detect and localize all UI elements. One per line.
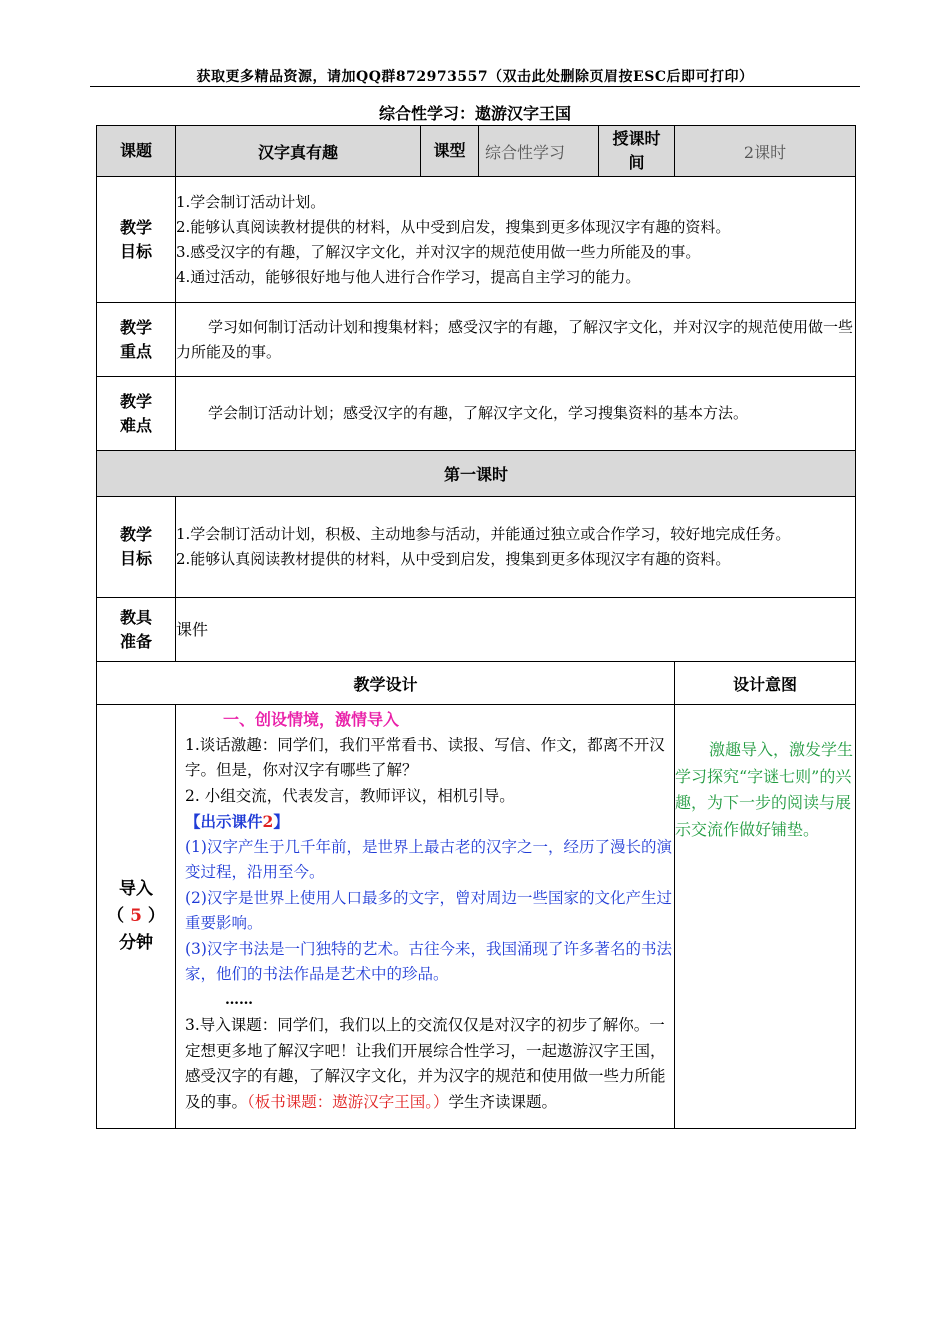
goals-label: 教学目标 [97,177,176,303]
goal-item: 4.通过活动，能够很好地与他人进行合作学习，提高自主学习的能力。 [176,267,641,286]
key-points-text: 学习如何制订活动计划和搜集材料；感受汉字的有趣，了解汉字文化，并对汉字的规范使用做一些力所能及的事。 [176,303,856,377]
type-value: 综合性学习 [479,126,599,177]
lesson-plan-table [96,125,856,1129]
section-heading: 一、创设情境，激情导入 [223,710,400,729]
difficulties-label: 教学难点 [97,377,176,451]
courseware-fact-1: (1)汉字产生于几千年前，是世界上最古老的汉字之一，经历了漫长的演变过程，沿用至今。 [185,837,672,881]
step-3 [185,1013,672,1115]
board-note: （板书课题：遨游汉字王国。） [247,1092,449,1111]
intro-section-content [176,705,675,1129]
lesson1-goals-content [176,497,856,598]
lesson1-goals-label: 教学目标 [97,497,176,598]
paren-open: （ [107,906,125,926]
goal-item: 1.学会制订活动计划。 [176,192,326,211]
courseware-fact-3: (3)汉字书法是一门独特的艺术。古往今来，我国涌现了许多著名的书法家，他们的书法作品是艺术中的珍品。 [185,939,672,983]
goal-item: 3.感受汉字的有趣，了解汉字文化，并对汉字的规范使用做一些力所能及的事。 [176,242,701,261]
ellipsis: …… [225,991,253,1008]
courseware-open: 【出示课件 [185,812,263,831]
topic-value: 汉字真有趣 [176,126,421,177]
intent-header: 设计意图 [675,662,856,705]
goals-row [97,177,856,303]
goal-item: 2.能够认真阅读教材提供的材料，从中受到启发，搜集到更多体现汉字有趣的资料。 [176,550,731,568]
design-header-row [97,662,856,705]
header-divider [90,86,860,87]
time-label: 授课时间 [599,126,675,177]
intro-section-label [97,705,176,1129]
courseware-tag [185,809,672,835]
info-row [97,126,856,177]
minutes-value: 5 [130,906,142,926]
goal-item: 1.学会制订活动计划，积极、主动地参与活动，并能通过独立或合作学习，较好地完成任务。 [176,525,791,543]
courseware-close: 】 [273,812,289,831]
section-label-top: 导入 [119,879,153,899]
intro-section-row [97,705,856,1129]
step-3-text: 3.导入课题：同学们，我们以上的交流仅仅是对汉字的初步了解你。一定想更多地了解汉字吧！让我们开展综合性学习，一起遨游汉字王国，感受汉字的有趣，了解汉字文化，并为汉字的规范和使用做一些力所能及的事。 [185,1016,666,1111]
difficulties-text: 学会制订活动计划；感受汉字的有趣，了解汉字文化，学习搜集资料的基本方法。 [176,377,856,451]
key-points-row [97,303,856,377]
courseware-number: 2 [262,812,274,831]
key-points-label: 教学重点 [97,303,176,377]
intro-design-intent: 激趣导入，激发学生学习探究“字谜七则”的兴趣，为下一步的阅读与展示交流作做好铺垫。 [675,705,856,1129]
section-label-bottom: 分钟 [119,933,153,953]
design-header: 教学设计 [97,662,675,705]
courseware-fact-2: (2)汉字是世界上使用人口最多的文字，曾对周边一些国家的文化产生过重要影响。 [185,888,672,932]
paren-close: ） [147,906,165,926]
section-label-minutes [97,903,175,930]
topic-label: 课题 [97,126,176,177]
lesson1-title: 第一课时 [97,451,856,497]
time-value: 2课时 [675,126,856,177]
difficulties-row [97,377,856,451]
step-1: 1.谈话激趣：同学们，我们平常看书、读报、写信、作文，都离不开汉字。但是，你对汉字有哪些了解？ [185,735,665,779]
lesson1-goals-row [97,497,856,598]
tools-label: 教具准备 [97,598,176,662]
step-3-end: 学生齐读课题。 [448,1092,558,1111]
page-header-note: 获取更多精品资源，请加QQ群872973557（双击此处删除页眉按ESC后即可打印） [196,69,754,85]
document-title: 综合性学习：遨游汉字王国 [378,104,571,123]
tools-value: 课件 [176,598,856,662]
step-2: 2. 小组交流，代表发言，教师评议，相机引导。 [185,786,515,805]
lesson1-title-row [97,451,856,497]
type-label: 课型 [421,126,479,177]
tools-row [97,598,856,662]
goal-item: 2.能够认真阅读教材提供的材料，从中受到启发，搜集到更多体现汉字有趣的资料。 [176,217,731,236]
goals-content [176,177,856,303]
